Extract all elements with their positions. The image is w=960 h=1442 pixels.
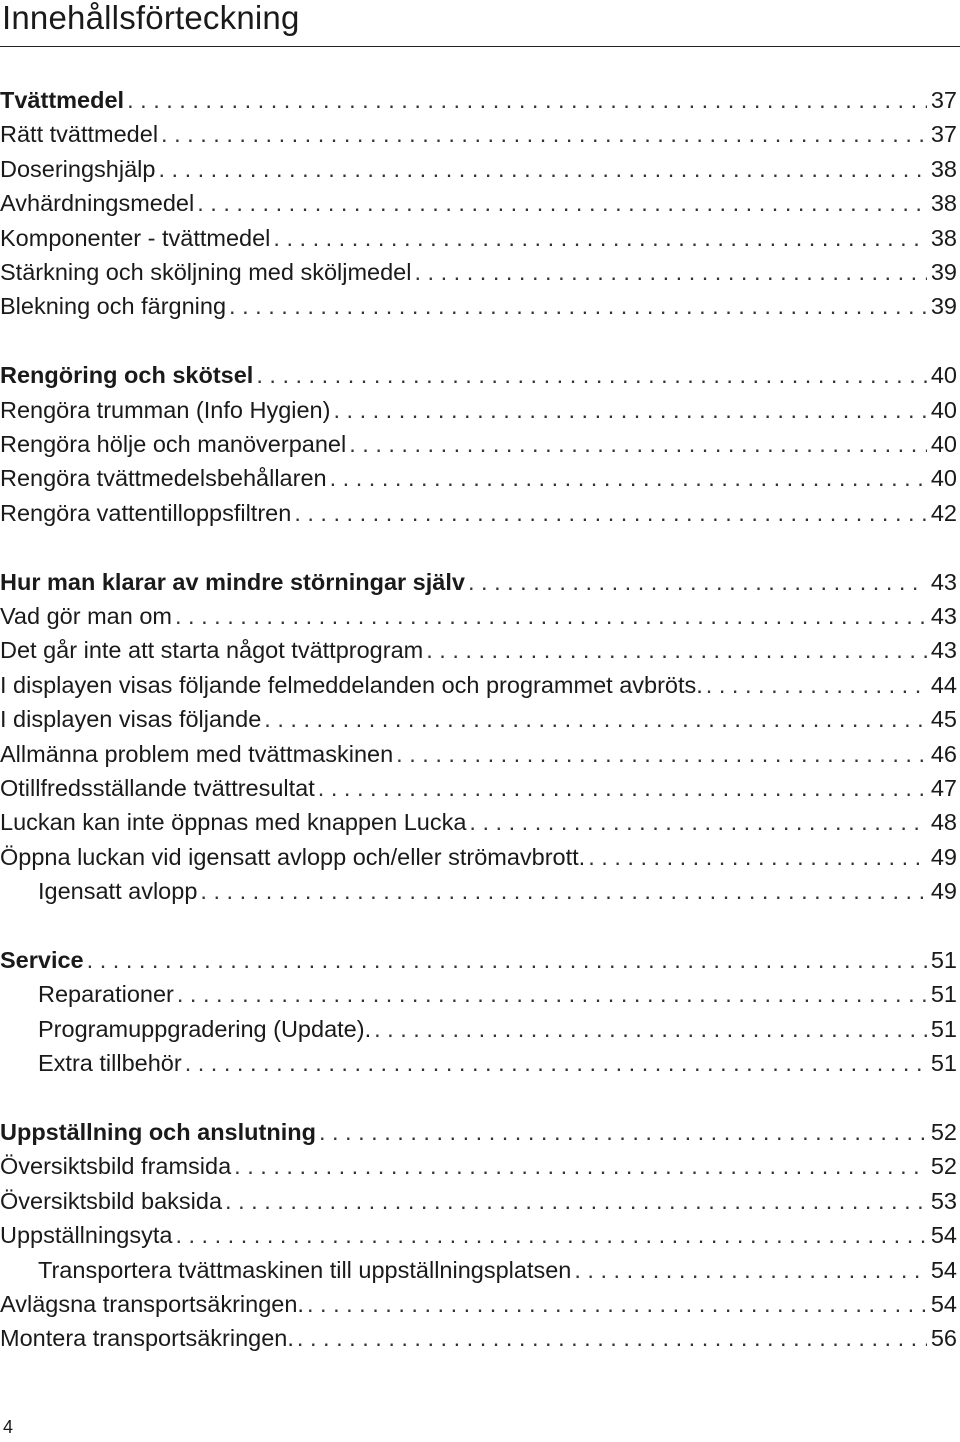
dot-leader — [273, 221, 927, 255]
toc-entry-page: 49 — [930, 843, 957, 870]
toc-section-heading[interactable] — [0, 565, 957, 599]
toc-entry-page: 56 — [930, 1325, 957, 1352]
dot-leader — [319, 1115, 927, 1149]
toc-entry-label: Avlägsna transportsäkringen. — [0, 1291, 304, 1317]
dot-leader — [175, 1218, 927, 1252]
dot-leader — [297, 1321, 927, 1355]
toc-section-heading[interactable] — [0, 358, 957, 392]
toc-entry-label: Hur man klarar av mindre störningar själv — [0, 568, 465, 595]
page-number: 4 — [3, 1417, 14, 1437]
toc-entry-page: 54 — [930, 1256, 957, 1283]
toc-entry[interactable] — [0, 771, 957, 805]
toc-entry[interactable] — [0, 1149, 957, 1183]
dot-leader — [264, 702, 927, 736]
toc-entry-label: Igensatt avlopp — [38, 878, 198, 905]
toc-entry-label: Otillfredsställande tvättresultat — [0, 775, 315, 801]
dot-leader — [318, 771, 927, 805]
toc-entry[interactable] — [0, 1218, 957, 1252]
dot-leader — [574, 1253, 927, 1287]
toc-entry-label: Vad gör man om — [0, 603, 172, 629]
toc-entry[interactable] — [0, 977, 957, 1011]
toc-entry-page: 54 — [930, 1222, 957, 1249]
toc-entry-label: Blekning och färgning — [0, 293, 227, 320]
toc-entry-label: Reparationer — [38, 981, 174, 1008]
toc-entry-page: 51 — [930, 1015, 957, 1042]
dot-leader — [197, 186, 927, 220]
toc-entry-page: 42 — [930, 499, 957, 526]
toc-entry-label: Komponenter - tvättmedel — [0, 224, 271, 251]
toc-entry-label: Uppställning och anslutning — [0, 1119, 316, 1145]
toc-entry[interactable] — [0, 1287, 957, 1321]
toc-entry-label: Tvättmedel — [0, 87, 125, 113]
toc-entry-page: 49 — [930, 878, 957, 905]
toc-entry-label: Öppna luckan vid igensatt avlopp och/eller strömavbrott. — [0, 843, 586, 870]
page-title: Innehållsförteckning — [2, 0, 300, 36]
dot-leader — [158, 152, 927, 186]
toc-entry-page: 37 — [930, 87, 957, 113]
dot-leader — [588, 840, 927, 874]
toc-entry-label: Doseringshjälp — [0, 155, 156, 182]
toc-entry[interactable] — [0, 805, 957, 839]
toc-entry-page: 43 — [930, 637, 957, 664]
toc-entry-label: Service — [0, 947, 84, 973]
dot-leader — [396, 737, 927, 771]
toc-entry-label: Rengöra hölje och manöverpanel — [0, 431, 347, 457]
toc-entry[interactable] — [0, 1046, 957, 1080]
toc-entry[interactable] — [0, 668, 957, 702]
toc-entry-label: Rätt tvättmedel — [0, 121, 159, 148]
toc-entry-label: Transportera tvättmaskinen till uppställningsplatsen — [38, 1256, 572, 1283]
toc-entry-page: 40 — [930, 465, 957, 492]
toc-entry-page: 38 — [930, 224, 957, 251]
dot-leader — [87, 943, 927, 977]
toc-entry-page: 52 — [930, 1119, 957, 1145]
toc-entry[interactable] — [0, 289, 957, 323]
dot-leader — [307, 1287, 927, 1321]
toc-entry-page: 43 — [930, 568, 957, 595]
toc-entry-page: 40 — [930, 396, 957, 423]
toc-section-heading[interactable] — [0, 83, 957, 117]
dot-leader — [234, 1149, 927, 1183]
toc-entry-label: Rengöra trumman (Info Hygien) — [0, 396, 331, 423]
toc-entry[interactable] — [0, 702, 957, 736]
dot-leader — [127, 83, 927, 117]
toc-entry-label: Luckan kan inte öppnas med knappen Lucka — [0, 809, 467, 836]
toc-entry-label: Det går inte att starta något tvättprogram — [0, 637, 424, 664]
toc-entry-page: 43 — [930, 603, 957, 629]
toc-entry-label: I displayen visas följande — [0, 706, 262, 733]
toc-entry[interactable] — [0, 221, 957, 255]
dot-leader — [229, 289, 927, 323]
toc-entry[interactable] — [0, 840, 957, 874]
toc-entry-page: 51 — [930, 981, 957, 1008]
dot-leader — [333, 393, 927, 427]
toc-entry[interactable] — [0, 461, 957, 495]
toc-entry[interactable] — [0, 1253, 957, 1287]
dot-leader — [469, 805, 927, 839]
toc-entry-label: Montera transportsäkringen. — [0, 1325, 294, 1352]
dot-leader — [349, 427, 927, 461]
dot-leader — [706, 668, 927, 702]
toc-entry[interactable] — [0, 1012, 957, 1046]
dot-leader — [330, 461, 927, 495]
toc-entry-label: Rengöring och skötsel — [0, 362, 254, 389]
toc-entry-page: 38 — [930, 155, 957, 182]
toc-entry-page: 44 — [930, 671, 957, 698]
toc-entry-page: 40 — [930, 431, 957, 457]
toc-entry[interactable] — [0, 1321, 957, 1355]
dot-leader — [426, 633, 927, 667]
toc-entry[interactable] — [0, 117, 957, 151]
toc-section-heading[interactable] — [0, 943, 957, 977]
toc-entry-page: 54 — [930, 1291, 957, 1317]
toc-entry-page: 39 — [930, 293, 957, 320]
toc-entry-label: Uppställningsyta — [0, 1222, 173, 1249]
toc-entry[interactable] — [0, 737, 957, 771]
toc-entry-page: 38 — [930, 190, 957, 217]
toc-entry[interactable] — [0, 874, 957, 908]
dot-leader — [256, 358, 927, 392]
toc-entry-page: 40 — [930, 362, 957, 389]
toc-entry-page: 37 — [930, 121, 957, 148]
toc-entry-label: Rengöra tvättmedelsbehållaren — [0, 465, 327, 492]
dot-leader — [374, 1012, 927, 1046]
dot-leader — [185, 1046, 927, 1080]
toc-entry-page: 51 — [930, 947, 957, 973]
toc-entry-label: Avhärdningsmedel — [0, 190, 195, 217]
toc-entry-page: 52 — [930, 1153, 957, 1180]
toc-section-heading[interactable] — [0, 1115, 957, 1149]
toc-entry-label: Stärkning och sköljning med sköljmedel — [0, 259, 412, 285]
toc-entry-label: Översiktsbild baksida — [0, 1187, 223, 1214]
toc-entry-label: Översiktsbild framsida — [0, 1153, 232, 1180]
toc-entry-label: Allmänna problem med tvättmaskinen — [0, 740, 394, 767]
toc-entry-label: Programuppgradering (Update). — [38, 1015, 372, 1042]
toc-entry-page: 48 — [930, 809, 957, 836]
toc-entry-label: Extra tillbehör — [38, 1050, 182, 1077]
dot-leader — [161, 117, 927, 151]
dot-leader — [200, 874, 927, 908]
dot-leader — [225, 1184, 927, 1218]
dot-leader — [175, 599, 927, 633]
toc-entry[interactable] — [0, 633, 957, 667]
toc-entry[interactable] — [0, 186, 957, 220]
title-divider — [0, 46, 960, 47]
toc-entry-page: 46 — [930, 740, 957, 767]
toc-entry-label: I displayen visas följande felmeddelanden och programmet avbröts. — [0, 671, 703, 698]
toc-entry[interactable] — [0, 152, 957, 186]
toc-entry-label: Rengöra vattentilloppsfiltren — [0, 499, 292, 526]
toc-entry[interactable] — [0, 599, 957, 633]
toc-entry-page: 51 — [930, 1050, 957, 1077]
dot-leader — [294, 496, 927, 530]
toc-entry-page: 45 — [930, 706, 957, 733]
toc-entry[interactable] — [0, 255, 957, 289]
toc-entry-page: 47 — [930, 775, 957, 801]
dot-leader — [468, 565, 927, 599]
toc-entry-page: 39 — [930, 259, 957, 285]
dot-leader — [414, 255, 927, 289]
toc-entry[interactable] — [0, 393, 957, 427]
toc-entry[interactable] — [0, 496, 957, 530]
toc-entry[interactable] — [0, 427, 957, 461]
toc-entry[interactable] — [0, 1184, 957, 1218]
toc-entry-page: 53 — [930, 1187, 957, 1214]
dot-leader — [177, 977, 927, 1011]
